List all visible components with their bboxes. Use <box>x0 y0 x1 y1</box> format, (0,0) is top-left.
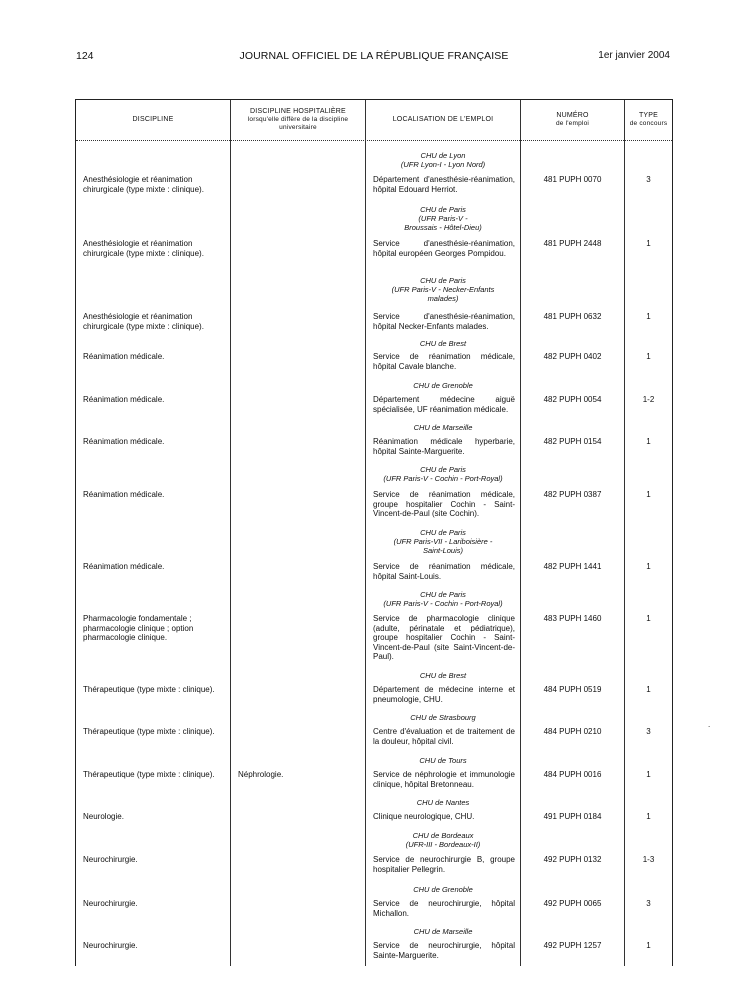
position-number: 492 PUPH 1257 <box>543 941 602 950</box>
chu-location: CHU de Bordeaux (UFR-III - Bordeaux-II) <box>405 831 481 849</box>
chu-location: CHU de Grenoble <box>413 885 473 894</box>
discipline-cell: Thérapeutique (type mixte : clinique). <box>83 685 215 694</box>
competition-type: 3 <box>646 727 651 736</box>
location-cell: Service de néphrologie et immunologie clinique, hôpital Bretonneau. <box>373 770 515 789</box>
discipline-cell: Thérapeutique (type mixte : clinique). <box>83 727 215 736</box>
discipline-cell: Réanimation médicale. <box>83 395 165 404</box>
chu-location: CHU de Marseille <box>413 423 473 432</box>
location-cell: Réanimation médicale hyperbarie, hôpital Sainte-Marguerite. <box>373 437 515 456</box>
location-cell: Service de réanimation médicale, groupe hospitalier Cochin - Saint-Vincent-de-Paul (site Cochin). <box>373 490 515 518</box>
discipline-cell: Anesthésiologie et réanimation chirurgicale (type mixte : clinique). <box>83 239 204 258</box>
header-type: TYPE de concours <box>629 112 668 127</box>
discipline-cell: Réanimation médicale. <box>83 437 165 446</box>
page-number: 124 <box>76 50 94 62</box>
position-number: 492 PUPH 0132 <box>543 855 602 864</box>
discipline-cell: Pharmacologie fondamentale ; pharmacologie clinique ; option pharmacologie clinique. <box>83 614 194 642</box>
competition-type: 1 <box>646 685 651 694</box>
column-divider <box>624 100 625 966</box>
location-cell: Département d'anesthésie-réanimation, hôpital Edouard Herriot. <box>373 175 515 194</box>
chu-location: CHU de Paris (UFR Paris-V - Necker-Enfants malades) <box>391 276 495 303</box>
chu-location: CHU de Paris (UFR Paris-V - Broussais - Hôtel-Dieu) <box>404 205 482 232</box>
location-cell: Département médecine aiguë spécialisée, UF réanimation médicale. <box>373 395 515 414</box>
position-number: 481 PUPH 0632 <box>543 312 602 321</box>
competition-type: 1 <box>646 562 651 571</box>
discipline-cell: Réanimation médicale. <box>83 352 165 361</box>
discipline-cell: Neurochirurgie. <box>83 941 138 950</box>
chu-location: CHU de Strasbourg <box>410 713 476 722</box>
chu-location: CHU de Paris (UFR Paris-VII - Lariboisière - Saint-Louis) <box>393 528 493 555</box>
position-number: 483 PUPH 1460 <box>543 614 602 623</box>
header-number: NUMÉRO de l'emploi <box>555 112 590 127</box>
competition-type: 1-2 <box>642 395 655 404</box>
discipline-cell: Neurologie. <box>83 812 124 821</box>
location-cell: Service de pharmacologie clinique (adulte, périnatale et pédiatrique), groupe hospitalier Cochin - Saint-Vincent-de-Paul (site Saint-Vincent-de-Paul). <box>373 614 515 661</box>
location-cell: Département de médecine interne et pneumologie, CHU. <box>373 685 515 704</box>
competition-type: 1 <box>646 770 651 779</box>
position-number: 482 PUPH 1441 <box>543 562 602 571</box>
header-hospital-discipline: DISCIPLINE HOSPITALIÈRE lorsqu'elle diffère de la discipline universitaire <box>247 108 349 131</box>
competition-type: 1 <box>646 941 651 950</box>
competition-type: 1 <box>646 239 651 248</box>
position-number: 482 PUPH 0402 <box>543 352 602 361</box>
competition-type: 1 <box>646 352 651 361</box>
competition-type: 1 <box>646 312 651 321</box>
competition-type: 1 <box>646 437 651 446</box>
header-divider <box>76 140 672 141</box>
position-number: 482 PUPH 0154 <box>543 437 602 446</box>
column-divider <box>230 100 231 966</box>
journal-title: JOURNAL OFFICIEL DE LA RÉPUBLIQUE FRANÇAISE <box>239 50 509 62</box>
position-number: 481 PUPH 2448 <box>543 239 602 248</box>
position-number: 492 PUPH 0065 <box>543 899 602 908</box>
chu-location: CHU de Grenoble <box>413 381 473 390</box>
chu-location: CHU de Nantes <box>416 798 470 807</box>
competition-type: 1 <box>646 812 651 821</box>
competition-type: 3 <box>646 899 651 908</box>
location-cell: Service de neurochirurgie B, groupe hospitalier Pellegrin. <box>373 855 515 874</box>
position-number: 484 PUPH 0016 <box>543 770 602 779</box>
location-cell: Service d'anesthésie-réanimation, hôpital Necker-Enfants malades. <box>373 312 515 331</box>
position-number: 491 PUPH 0184 <box>543 812 602 821</box>
discipline-cell: Neurochirurgie. <box>83 855 138 864</box>
hospital-discipline-cell: Néphrologie. <box>238 770 284 779</box>
location-cell: Service de réanimation médicale, hôpital Cavale blanche. <box>373 352 515 371</box>
chu-location: CHU de Brest <box>419 671 467 680</box>
header-location: LOCALISATION DE L'EMPLOI <box>392 116 494 123</box>
header-discipline: DISCIPLINE <box>132 116 174 123</box>
competition-type: 3 <box>646 175 651 184</box>
location-cell: Service de neurochirurgie, hôpital Sainte-Marguerite. <box>373 941 515 960</box>
discipline-cell: Anesthésiologie et réanimation chirurgicale (type mixte : clinique). <box>83 175 204 194</box>
competition-type: 1 <box>646 614 651 623</box>
location-cell: Centre d'évaluation et de traitement de la douleur, hôpital civil. <box>373 727 515 746</box>
discipline-cell: Réanimation médicale. <box>83 490 165 499</box>
margin-mark: . <box>708 720 711 729</box>
discipline-cell: Thérapeutique (type mixte : clinique). <box>83 770 215 779</box>
position-number: 484 PUPH 0519 <box>543 685 602 694</box>
competition-type: 1 <box>646 490 651 499</box>
chu-location: CHU de Tours <box>419 756 467 765</box>
chu-location: CHU de Brest <box>419 339 467 348</box>
chu-location: CHU de Paris (UFR Paris-V - Cochin - Port-Royal) <box>383 465 503 483</box>
discipline-cell: Réanimation médicale. <box>83 562 165 571</box>
location-cell: Service de réanimation médicale, hôpital Saint-Louis. <box>373 562 515 581</box>
chu-location: CHU de Lyon (UFR Lyon-I - Lyon Nord) <box>400 151 486 169</box>
position-number: 482 PUPH 0054 <box>543 395 602 404</box>
position-number: 482 PUPH 0387 <box>543 490 602 499</box>
column-divider <box>520 100 521 966</box>
chu-location: CHU de Marseille <box>413 927 473 936</box>
column-divider <box>365 100 366 966</box>
discipline-cell: Neurochirurgie. <box>83 899 138 908</box>
location-cell: Service de neurochirurgie, hôpital Michallon. <box>373 899 515 918</box>
issue-date: 1er janvier 2004 <box>598 50 670 61</box>
competition-type: 1-3 <box>642 855 655 864</box>
positions-table <box>75 99 673 966</box>
position-number: 481 PUPH 0070 <box>543 175 602 184</box>
discipline-cell: Anesthésiologie et réanimation chirurgicale (type mixte : clinique). <box>83 312 204 331</box>
position-number: 484 PUPH 0210 <box>543 727 602 736</box>
location-cell: Clinique neurologique, CHU. <box>373 812 475 821</box>
chu-location: CHU de Paris (UFR Paris-V - Cochin - Port-Royal) <box>383 590 503 608</box>
location-cell: Service d'anesthésie-réanimation, hôpital européen Georges Pompidou. <box>373 239 515 258</box>
